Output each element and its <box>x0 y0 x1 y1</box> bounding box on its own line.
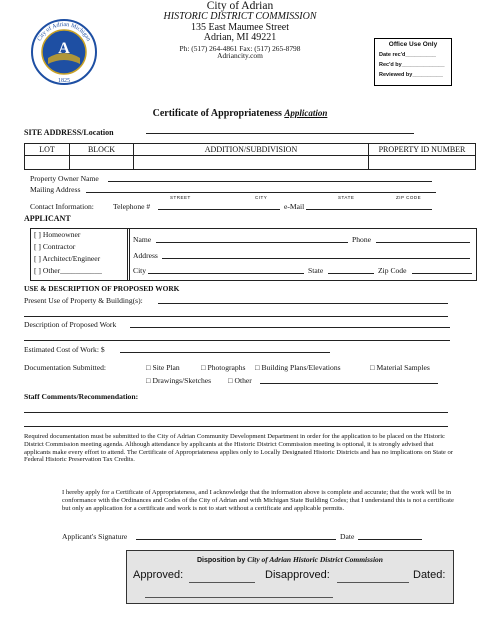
col-addition: ADDITION/SUBDIVISION <box>134 144 369 156</box>
seal-ring-text: City of Adrian Michigan <box>36 21 92 43</box>
applicant-heading: APPLICANT <box>24 214 71 223</box>
owner-name-label: Property Owner Name <box>30 174 99 183</box>
signature-date-field[interactable] <box>358 539 422 540</box>
contact-info-label: Contact Information: <box>30 202 94 211</box>
form-title-sub: Application <box>284 108 328 118</box>
approved-label: Approved: <box>133 569 184 581</box>
type-homeowner[interactable]: [ ] Homeowner <box>34 230 81 239</box>
email-field[interactable] <box>306 209 432 210</box>
telephone-label: Telephone # <box>113 202 151 211</box>
letterhead <box>120 0 360 60</box>
staff-comments-line-2[interactable] <box>24 426 448 427</box>
site-table <box>24 143 476 170</box>
type-architect[interactable]: [ ] Architect/Engineer <box>34 254 101 263</box>
address-line-1: 135 East Maumee Street <box>190 21 290 33</box>
office-row-date: Date rec'd__________ <box>379 52 436 58</box>
applicant-address-label: Address <box>133 251 158 260</box>
applicant-name-field[interactable] <box>156 242 348 243</box>
disposition-box <box>126 550 454 604</box>
applicant-phone-field[interactable] <box>376 242 470 243</box>
office-use-box <box>374 38 452 86</box>
present-use-line-2[interactable] <box>24 316 448 317</box>
disposition-title: Disposition by City of Adrian Historic District Commission <box>197 555 383 564</box>
disapproved-field[interactable] <box>337 582 409 583</box>
approved-field[interactable] <box>189 582 255 583</box>
block-field[interactable] <box>70 156 134 170</box>
applicant-city-field[interactable] <box>148 273 304 274</box>
doc-drawings-checkbox[interactable]: □ Drawings/Sketches <box>146 376 212 385</box>
addition-field[interactable] <box>134 156 369 170</box>
dated-field[interactable] <box>145 597 333 598</box>
doc-other-field[interactable] <box>260 383 438 384</box>
disapproved-label: Disapproved: <box>265 569 330 581</box>
applicant-state-field[interactable] <box>328 273 374 274</box>
description-field[interactable] <box>130 327 450 328</box>
present-use-label: Present Use of Property & Building(s): <box>24 296 143 305</box>
email-label: e-Mail <box>284 202 305 211</box>
present-use-field[interactable] <box>158 303 448 304</box>
dated-label: Dated: <box>413 569 446 581</box>
applicant-state-label: State <box>308 266 324 275</box>
office-row-recd-by: Rec'd by______________ <box>379 62 445 68</box>
description-label: Description of Proposed Work <box>24 320 117 329</box>
doc-building-plans-checkbox[interactable]: □ Building Plans/Elevations <box>255 363 341 372</box>
type-contractor[interactable]: [ ] Contractor <box>34 242 76 251</box>
signature-field[interactable] <box>136 539 336 540</box>
applicant-city-label: City <box>133 266 147 275</box>
seal-year: 1825 <box>58 78 70 84</box>
mailing-address-field[interactable] <box>86 192 436 193</box>
website: Adriancity.com <box>217 51 263 61</box>
col-block: BLOCK <box>70 144 134 156</box>
zip-caption: ZIP CODE <box>396 195 422 200</box>
telephone-field[interactable] <box>158 209 280 210</box>
staff-comments-label: Staff Comments/Recommendation: <box>24 392 139 401</box>
applicant-address-field[interactable] <box>162 258 470 259</box>
property-id-field[interactable] <box>369 156 476 170</box>
signature-date-label: Date <box>340 532 355 541</box>
applicant-phone-label: Phone <box>352 235 371 244</box>
notice-paragraph: Required documentation must be submitted to the City of Adrian Community Development Department in order for the application to be placed on the Historic District Commission meeting agenda. Although attendance by applicants at the Historic District Commission meeting is optional, it is strongly advised that applicants make every effort to attend. The Certificate of Appropriateness applies only to Locally Designated Historic Districts and has no implications on State or Federal Historic Preservation Tax Credits. <box>24 433 453 464</box>
site-address-field[interactable] <box>146 133 414 134</box>
col-lot: LOT <box>25 144 70 156</box>
applicant-zip-field[interactable] <box>412 273 472 274</box>
type-other[interactable]: [ ] Other___________ <box>34 266 102 275</box>
docs-label: Documentation Submitted: <box>24 363 107 372</box>
signature-label: Applicant's Signature <box>62 532 128 541</box>
owner-name-field[interactable] <box>108 181 432 182</box>
state-caption: STATE <box>338 195 355 200</box>
use-heading: USE & DESCRIPTION OF PROPOSED WORK <box>24 284 180 293</box>
mailing-label: Mailing Address <box>30 185 81 194</box>
applicant-zip-label: Zip Code <box>378 266 407 275</box>
doc-other-checkbox[interactable]: □ Other <box>228 376 252 385</box>
address-line-2: Adrian, MI 49221 <box>203 32 277 44</box>
office-row-reviewed: Reviewed by__________ <box>379 72 443 78</box>
phone-fax: Ph: (517) 264-4861 Fax: (517) 265-8798 <box>179 43 301 53</box>
city-caption: CITY <box>255 195 268 200</box>
office-use-title: Office Use Only <box>388 41 438 48</box>
cost-field[interactable] <box>120 352 330 353</box>
applicant-name-label: Name <box>133 235 152 244</box>
declaration-paragraph: I hereby apply for a Certificate of Appropriateness, and I acknowledge that the information above is complete and accurate; that the work will be in conformance with the Ordinances and Codes of the City of Adrian and with Michigan State Building Codes; that I understand this is not a certificate but only an application for a certificate and work is not to start without a certificate and applicable permits. <box>62 489 454 512</box>
col-property-id: PROPERTY ID NUMBER <box>369 144 476 156</box>
street-caption: STREET <box>170 195 191 200</box>
cost-label: Estimated Cost of Work: $ <box>24 345 105 354</box>
seal-letter: A <box>58 40 70 57</box>
doc-material-samples-checkbox[interactable]: □ Material Samples <box>370 363 430 372</box>
description-line-2[interactable] <box>24 340 450 341</box>
staff-comments-line-1[interactable] <box>24 412 448 413</box>
city-seal-logo <box>30 18 98 86</box>
site-address-label: SITE ADDRESS/Location <box>24 128 114 137</box>
form-title-main: Certificate of Appropriateness <box>152 108 282 119</box>
form-title <box>0 108 480 119</box>
doc-photographs-checkbox[interactable]: □ Photographs <box>201 363 246 372</box>
city-name: City of Adrian <box>206 0 274 12</box>
doc-site-plan-checkbox[interactable]: □ Site Plan <box>146 363 180 372</box>
lot-field[interactable] <box>25 156 70 170</box>
commission-name: HISTORIC DISTRICT COMMISSION <box>163 11 317 23</box>
